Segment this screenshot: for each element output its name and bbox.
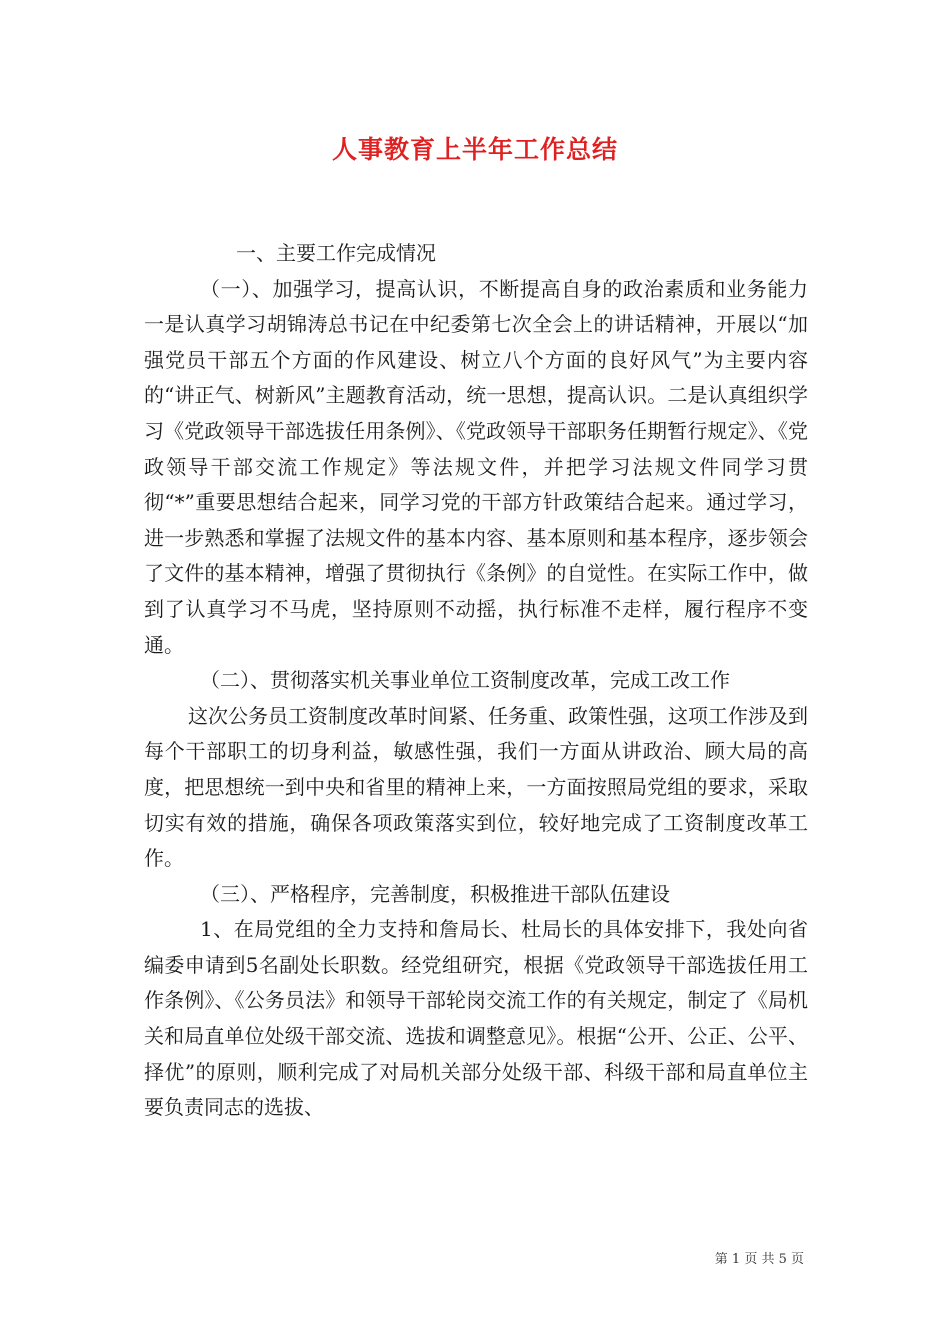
section-heading: 一、主要工作完成情况 (236, 241, 436, 265)
subsection-heading: （三）、严格程序，完善制度，积极推进干部队伍建设 (200, 881, 670, 906)
subsection-heading: （二）、贯彻落实机关事业单位工资制度改革，完成工改工作 (200, 668, 730, 693)
document-title: 人事教育上半年工作总结 (331, 135, 618, 164)
document-body (144, 236, 808, 1126)
paragraph: （一）、加强学习，提高认识，不断提高自身的政治素质和业务能力一是认真学习胡锦涛总书记在中纪委第七次全会上的讲话精神，开展以“加强党员干部五个方面的作风建设、树立八个方面的良好风气”为主要内容的“讲正气、树新风”主题教育活动，统一思想，提高认识。二是认真组织学习《党政领导干部选拔任用条例》、《党政领导干部职务任期暂行规定》、《党政领导干部交流工作规定》等法规文件，并把学习法规文件同学习贯彻“*”重要思想结合起来，同学习党的干部方针政策结合起来。通过学习，进一步熟悉和掌握了法规文件的基本内容、基本原则和基本程序，逐步领会了文件的基本精神，增强了贯彻执行《条例》的自觉性。在实际工作中，做到了认真学习不马虎，坚持原则不动摇，执行标准不走样，履行程序不变通。 (144, 276, 808, 657)
paragraph: 1、在局党组的全力支持和詹局长、杜局长的具体安排下，我处向省编委申请到5名副处长职数。经党组研究，根据《党政领导干部选拔任用工作条例》、《公务员法》和领导干部轮岗交流工作的有关规定，制定了《局机关和局直单位处级干部交流、选拔和调整意见》。根据“公开、公正、公平、择优”的原则，顺利完成了对局机关部分处级干部、科级干部和局直单位主要负责同志的选拔、 (144, 917, 808, 1120)
page-number: 第 1 页 共 5 页 (714, 1252, 804, 1267)
paragraph: 这次公务员工资制度改革时间紧、任务重、政策性强，这项工作涉及到每个干部职工的切身利益，敏感性强，我们一方面从讲政治、顾大局的高度，把思想统一到中央和省里的精神上来，一方面按照局党组的要求，采取切实有效的措施，确保各项政策落实到位，较好地完成了工资制度改革工作。 (144, 703, 808, 871)
